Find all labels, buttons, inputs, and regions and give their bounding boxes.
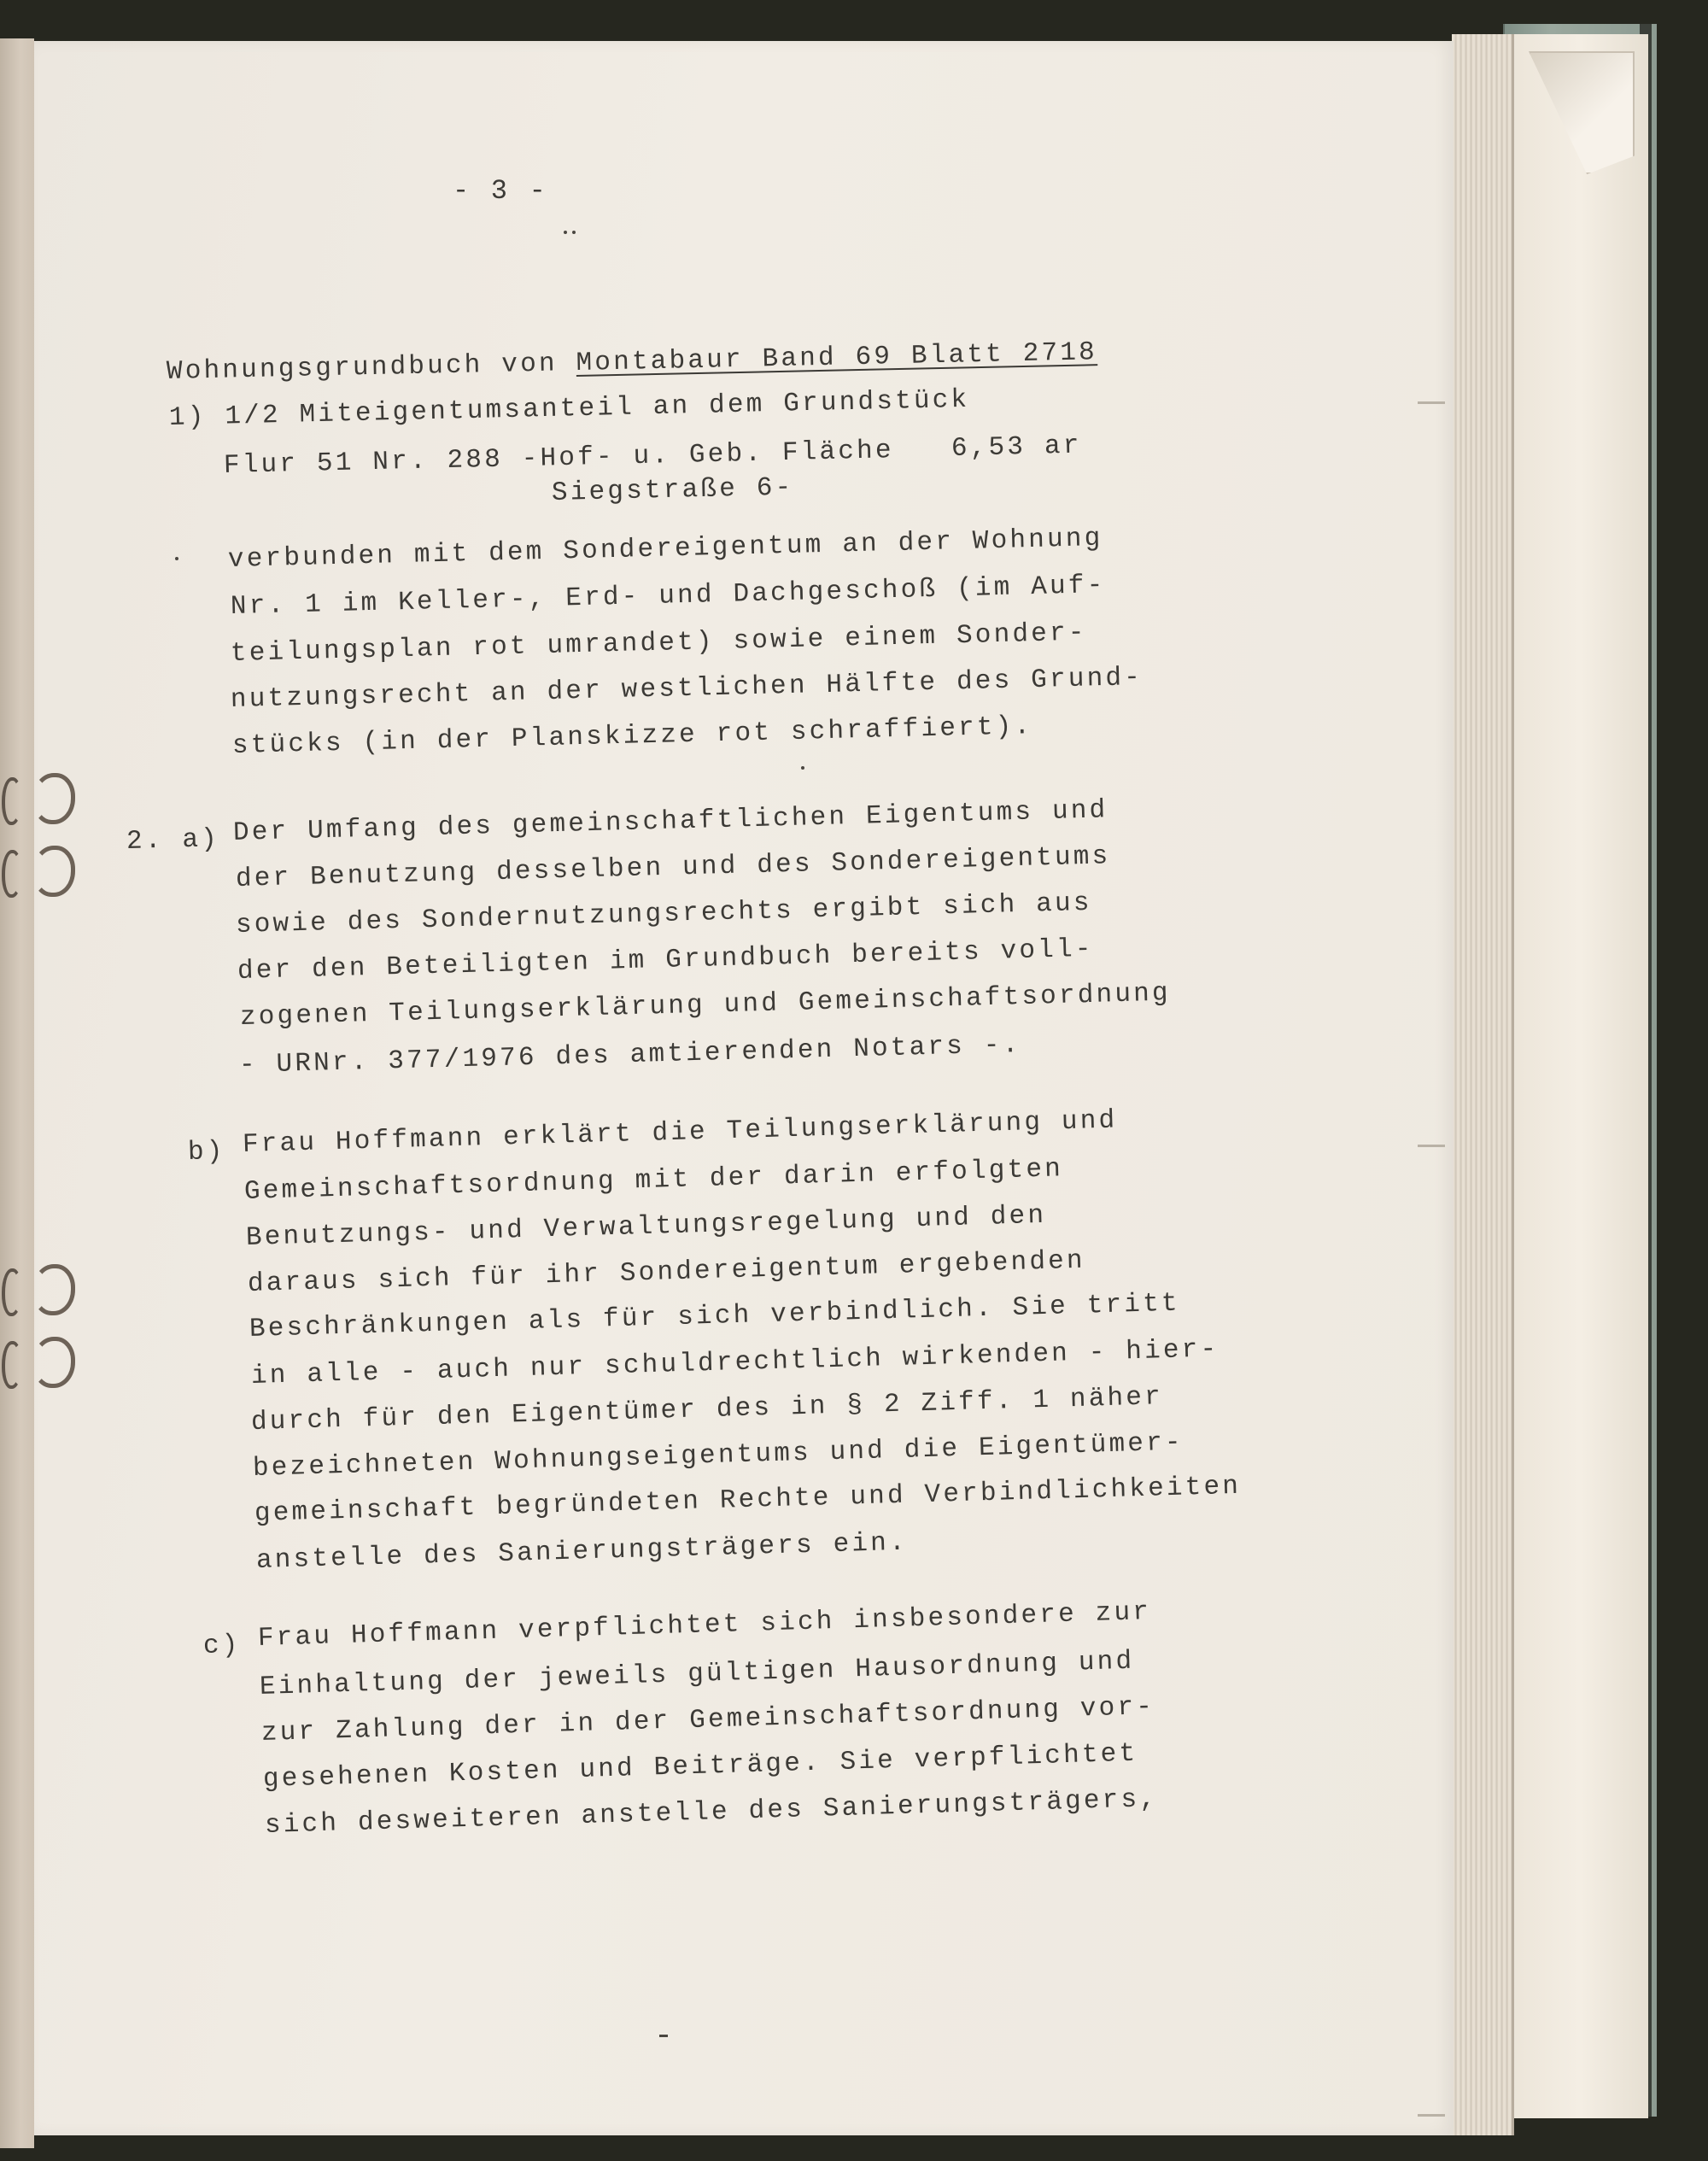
item2b-line: Frau Hoffmann erklärt die Teilungserklärung und	[242, 1105, 1118, 1160]
left-page-edge	[0, 38, 34, 2148]
stray-dot	[175, 557, 178, 560]
item1-area: 6,53 ar	[951, 430, 1082, 464]
page-number: - 3 -	[453, 175, 549, 207]
folded-page-edge	[1512, 34, 1648, 2118]
stray-mark	[659, 2035, 668, 2037]
stray-dot	[801, 766, 804, 770]
item1-body-line: nutzungsrecht an der westlichen Hälfte des Grund-	[230, 662, 1144, 715]
item2b-line: in alle - auch nur schuldrechtlich wirkenden - hier-	[250, 1334, 1220, 1391]
item1-number: 1)	[168, 402, 207, 433]
item2b-line: gemeinschaft begründeten Rechte und Verbindlichkeiten	[254, 1471, 1242, 1529]
item2a-line: der Benutzung desselben und des Sondereigentums	[235, 841, 1111, 894]
binder-ring	[32, 773, 75, 824]
binder-ring	[2, 1341, 22, 1389]
item2c-line: Frau Hoffmann verpflichtet sich insbesondere zur	[257, 1596, 1152, 1654]
item2b-line: Gemeinschaftsordnung mit der darin erfolgten	[243, 1154, 1064, 1207]
binder-ring	[32, 1264, 75, 1315]
item2a-line: Der Umfang des gemeinschaftlichen Eigentums und	[232, 795, 1108, 848]
item2c-line: zur Zahlung der in der Gemeinschaftsordnung vor-	[260, 1691, 1155, 1748]
margin-mark	[1418, 401, 1445, 404]
item2b-line: Beschränkungen als für sich verbindlich. Sie tritt	[249, 1288, 1181, 1344]
binder-ring	[2, 777, 22, 825]
item2b-line: Benutzungs- und Verwaltungsregelung und den	[245, 1200, 1047, 1253]
item2c-line: gesehenen Kosten und Beiträge. Sie verpflichtet	[262, 1738, 1138, 1795]
item2a-line: - URNr. 377/1976 des amtierenden Notars -.	[238, 1030, 1021, 1080]
item2b-line: daraus sich für ihr Sondereigentum ergebenden	[247, 1245, 1086, 1299]
binder-ring	[32, 1337, 75, 1388]
binder-ring	[2, 1268, 22, 1316]
heading-prefix: Wohnungsgrundbuch von	[166, 348, 559, 387]
item2a-label: 2. a)	[126, 824, 220, 857]
margin-mark	[1418, 1145, 1445, 1147]
item2c-label: c)	[202, 1630, 242, 1661]
item1-body-line: verbunden mit dem Sondereigentum an der Wohnung	[227, 523, 1103, 575]
item1-body-line: stücks (in der Planskizze rot schraffiert).	[231, 712, 1033, 761]
item1-parcel: Flur 51 Nr. 288 -Hof- u. Geb. Fläche	[223, 436, 895, 481]
item2a-line: zogenen Teilungserklärung und Gemeinschaftsordnung	[239, 978, 1172, 1033]
item2b-line: anstelle des Sanierungsträgers ein.	[255, 1527, 909, 1576]
item2a-line: sowie des Sondernutzungsrechts ergibt sich aus	[235, 887, 1093, 940]
item2c-line: Einhaltung der jeweils gültigen Hausordnung und	[259, 1646, 1135, 1702]
binder-ring	[2, 850, 22, 898]
item2b-label: b)	[187, 1136, 226, 1168]
item1-body-line: Nr. 1 im Keller-, Erd- und Dachgeschoß (im Auf-	[230, 570, 1106, 622]
item2c-line: sich desweiteren anstelle des Sanierungsträgers,	[264, 1783, 1159, 1841]
stray-dot	[572, 231, 576, 234]
heading-land-register: Montabaur Band 69 Blatt 2718	[576, 337, 1098, 378]
margin-mark	[1418, 2114, 1445, 2117]
item2b-line: bezeichneten Wohnungseigentums und die Eigentümer-	[252, 1427, 1184, 1484]
item2b-line: durch für den Eigentümer des in § 2 Ziff. 1 näher	[250, 1382, 1164, 1438]
item1-share: 1/2 Miteigentumsanteil an dem Grundstück	[225, 384, 970, 432]
item1-body-line: teilungsplan rot umrandet) sowie einem Sonder-	[230, 618, 1088, 669]
binder-ring	[32, 846, 75, 897]
page-stack-edge	[1452, 34, 1514, 2135]
item1-street: Siegstraße 6-	[551, 472, 794, 508]
stray-dot	[564, 231, 567, 234]
item2a-line: der den Beteiligten im Grundbuch bereits voll-	[237, 934, 1095, 987]
